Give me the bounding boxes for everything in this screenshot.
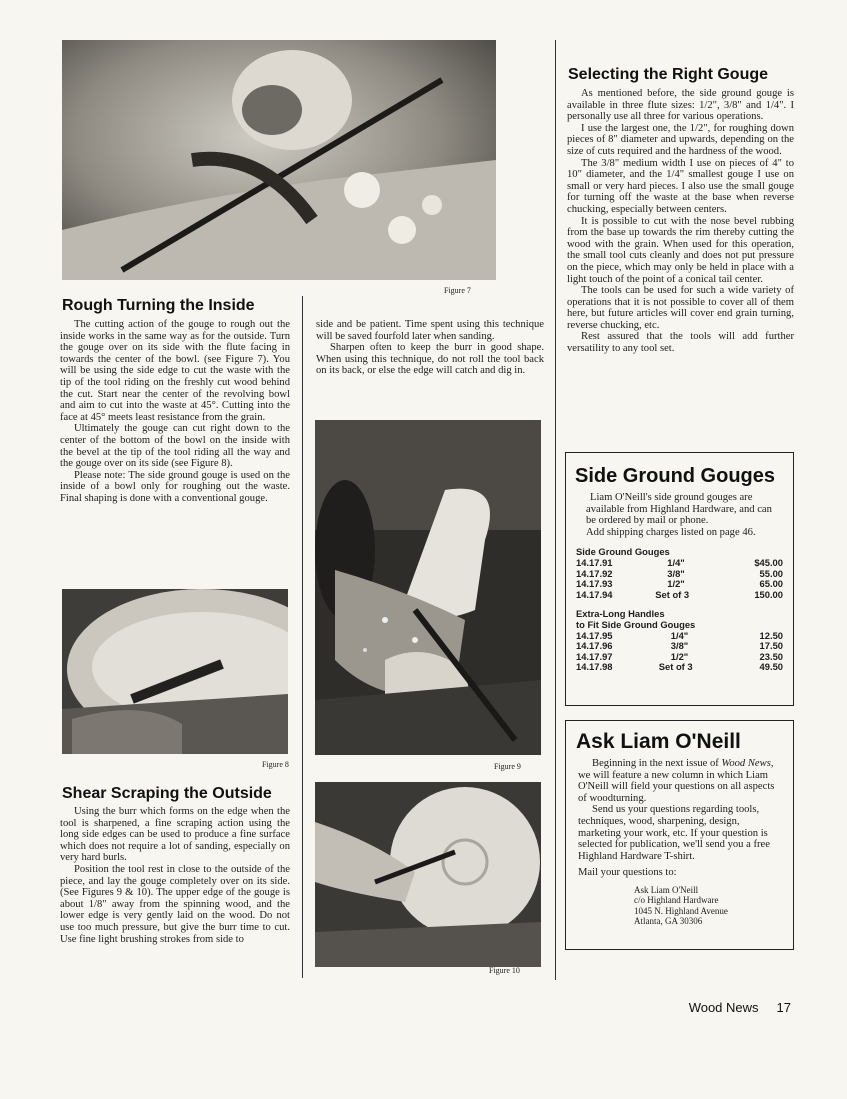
page-number: 17 bbox=[776, 1000, 791, 1015]
table-row bbox=[576, 558, 783, 569]
price: 55.00 bbox=[759, 567, 783, 579]
price: 150.00 bbox=[754, 588, 783, 600]
publication-name: Wood News bbox=[688, 1000, 759, 1015]
paragraph: It is possible to cut with the nose bevel rubbing from the base up towards the rim thereby cutting the wood with the grain. When used for this operation, the small tool cuts cleanly and does not put pressure on the piece, which may only be held in place with a light touch of the point of a conical tail center. bbox=[567, 215, 794, 285]
paragraph: Please note: The side ground gouge is used on the inside of a bowl only for roughing out the waste. Final shaping is done with a conventional gouge. bbox=[60, 469, 290, 504]
paragraph: Ultimately the gouge can cut right down to the center of the bottom of the bowl on the inside with the bevel at the tip of the tool riding all the way and the gouge over on its side (see Figure 8). bbox=[60, 423, 290, 470]
side-ground-gouges-box bbox=[565, 452, 794, 706]
sku: 14.17.98 bbox=[576, 661, 613, 673]
rough-turning-heading: Rough Turning the Inside bbox=[62, 297, 255, 314]
paragraph: Position the tool rest in close to the outside of the piece, and lay the gouge completely over on its side. (See Figures 9 & 10). The upper edge of the gouge is about 1/8" away from the spinning wood, and the lower edge is very gently laid on the wood. Do not use too much pressure, but give the burr time to cut. Use fine light brushing strokes from side to bbox=[60, 863, 290, 945]
size: 1/4" bbox=[670, 629, 689, 641]
gouges-box-intro bbox=[586, 492, 783, 538]
price: 12.50 bbox=[759, 629, 783, 641]
shipping-text: Add shipping charges listed on page 46. bbox=[586, 526, 756, 538]
selecting-gouge-heading: Selecting the Right Gouge bbox=[568, 66, 769, 83]
size: 1/4" bbox=[667, 556, 685, 568]
size: 3/8" bbox=[670, 640, 689, 652]
page-footer bbox=[689, 1000, 791, 1015]
paragraph: Mail your questions to: bbox=[578, 867, 677, 879]
address-line: Ask Liam O'Neill bbox=[634, 884, 699, 895]
paragraph: Rest assured that the tools will add further versatility to any tool set. bbox=[567, 331, 794, 355]
handles-group-title bbox=[576, 609, 783, 630]
middle-column-text bbox=[316, 319, 544, 377]
address-line: 1045 N. Highland Avenue bbox=[634, 905, 728, 916]
paragraph: The 3/8" medium width I use on pieces of 4" to 10" diameter, and the 1/4" smallest gouge I use on small or very hard pieces. I also use the small gouge for turning off the waste at the base when reverse chucking, especially between centers. bbox=[567, 157, 794, 215]
figure-7-photo bbox=[62, 40, 496, 280]
figure-10-caption: Figure 10 bbox=[489, 966, 520, 975]
availability-text: Liam O'Neill's side ground gouges are available from Highland Hardware, and can be ordered by mail or phone. bbox=[586, 492, 772, 527]
size: 3/8" bbox=[667, 567, 685, 579]
shear-scraping-heading: Shear Scraping the Outside bbox=[62, 785, 272, 802]
size: 1/2" bbox=[667, 578, 685, 590]
paragraph: As mentioned before, the side ground gouge is available in three flute sizes: 1/2", 3/8" and 1/4". I personally use all three for various operations. bbox=[567, 88, 794, 123]
shear-scraping-body bbox=[60, 806, 290, 945]
paragraph: Sharpen often to keep the burr in good shape. When using this technique, do not roll the tool back on its back, or else the edge will catch and dig in. bbox=[316, 342, 544, 377]
ask-liam-box bbox=[565, 720, 794, 950]
selecting-gouge-body bbox=[567, 88, 794, 355]
text: , we will feature a new column in which Liam O'Neill will field your questions on all aspects of woodturning. bbox=[578, 758, 775, 804]
rough-turning-body bbox=[60, 319, 290, 505]
price: 17.50 bbox=[759, 640, 783, 652]
handles-price-table bbox=[576, 631, 783, 673]
sku: 14.17.91 bbox=[576, 556, 613, 568]
handles-title-line-1: Extra-Long Handles bbox=[576, 608, 665, 620]
address-line: Atlanta, GA 30306 bbox=[634, 916, 703, 927]
table-row bbox=[576, 662, 783, 673]
sku: 14.17.94 bbox=[576, 588, 613, 600]
figure-7-caption: Figure 7 bbox=[444, 286, 471, 295]
table-row bbox=[576, 590, 783, 601]
text: Beginning in the next issue of bbox=[592, 758, 722, 769]
price: 49.50 bbox=[759, 661, 783, 673]
publication-name: Wood News bbox=[721, 758, 771, 769]
figure-9-caption: Figure 9 bbox=[494, 762, 521, 771]
sku: 14.17.93 bbox=[576, 578, 613, 590]
paragraph: Send us your questions regarding tools, techniques, wood, sharpening, design, marketing your work, etc. If your question is selected for publication, we'll send you a free Highland Hardware T-shirt. bbox=[578, 804, 770, 862]
gouges-price-table bbox=[576, 558, 783, 600]
handles-title-line-2: to Fit Side Ground Gouges bbox=[576, 618, 696, 630]
ask-box-body bbox=[578, 758, 783, 879]
sku: 14.17.97 bbox=[576, 650, 613, 662]
paragraph: side and be patient. Time spent using this technique will be saved fourfold later when sanding. bbox=[316, 319, 544, 342]
paragraph: The cutting action of the gouge to rough out the inside works in the same way as for the outside. Turn the gouge over on its side with the flute facing in towards the center of the bowl. (see Figure 7). You will be using the side edge to cut the waste with the tip of the tool riding on the freshly cut wood behind the cut. Start near the center of the revolving bowl and aim to cut into the waste at 45°. Cutting into the face at 45° meets least resistance from the grain. bbox=[60, 319, 290, 423]
figure-10-photo bbox=[315, 782, 541, 967]
figure-9-photo bbox=[315, 420, 541, 755]
mailing-address bbox=[634, 885, 783, 927]
paragraph: Using the burr which forms on the edge when the tool is sharpened, a fine scraping action using the long side edges can be used to produce a fine surface which does not require a lot of sanding, especially on very hard burls. bbox=[60, 806, 290, 864]
ask-box-title: Ask Liam O'Neill bbox=[576, 730, 741, 753]
price: 65.00 bbox=[759, 578, 783, 590]
address-line: c/o Highland Hardware bbox=[634, 895, 719, 906]
column-rule-right bbox=[555, 40, 556, 980]
price: 23.50 bbox=[759, 650, 783, 662]
sku: 14.17.95 bbox=[576, 629, 613, 641]
paragraph: I use the largest one, the 1/2", for roughing down pieces of 8" diameter and upwards, depending on the size of cuts required and the hardness of the wood. bbox=[567, 122, 794, 157]
gouges-box-title: Side Ground Gouges bbox=[575, 465, 776, 487]
column-rule-left bbox=[302, 296, 303, 978]
paragraph: The tools can be used for such a wide variety of operations that it is not possible to cover all of them here, but future articles will cover end grain turning, reverse chucking, etc. bbox=[567, 285, 794, 331]
size: Set of 3 bbox=[655, 588, 690, 600]
sku: 14.17.96 bbox=[576, 640, 613, 652]
sku: 14.17.92 bbox=[576, 567, 613, 579]
figure-8-caption: Figure 8 bbox=[262, 760, 289, 769]
gouges-group-title: Side Ground Gouges bbox=[576, 546, 670, 558]
figure-8-photo bbox=[62, 589, 288, 754]
price: $45.00 bbox=[754, 556, 783, 568]
size: Set of 3 bbox=[658, 661, 693, 673]
size: 1/2" bbox=[670, 650, 689, 662]
paragraph bbox=[578, 758, 783, 804]
